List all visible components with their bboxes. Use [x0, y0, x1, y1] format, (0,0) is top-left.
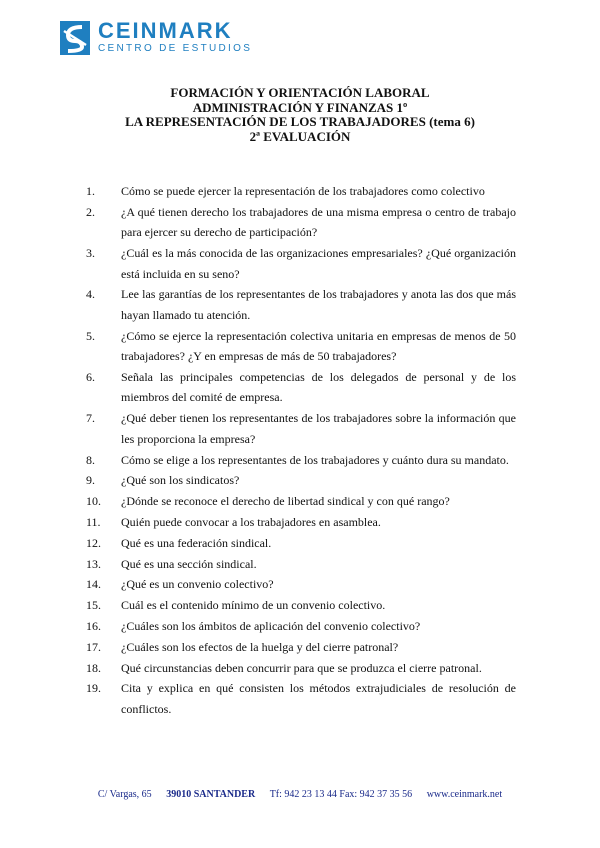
question-item: [86, 574, 516, 595]
question-item: [86, 554, 516, 575]
heading-evaluation: 2ª EVALUACIÓN: [249, 128, 351, 144]
question-number: 9.: [86, 473, 95, 488]
question-number: 12.: [86, 535, 101, 550]
question-text: Lee las garantías de los representantes de los trabajadores y anota las dos que más hayan llamado tu atención.: [121, 287, 516, 322]
company-logo: [60, 20, 252, 55]
question-number: 4.: [86, 287, 95, 302]
question-number: 8.: [86, 452, 95, 467]
question-text: ¿Qué deber tienen los representantes de los trabajadores sobre la información que les proporciona la empresa?: [121, 411, 516, 446]
brand-name: CEINMARK: [98, 18, 233, 43]
footer-phones: Tf: 942 23 13 44 Fax: 942 37 35 56: [269, 789, 413, 800]
question-text: Señala las principales competencias de los delegados de personal y de los miembros del comité de empresa.: [121, 369, 516, 405]
question-text: ¿Cómo se ejerce la representación colectiva unitaria en empresas de menos de 50 trabajadores? ¿Y en empresas de más de 50 trabajadores?: [121, 328, 516, 364]
question-item: [86, 367, 516, 408]
question-item: [86, 678, 516, 719]
question-text: Qué circunstancias deben concurrir para que se produzca el cierre patronal.: [121, 660, 482, 675]
question-number: 16.: [86, 618, 101, 633]
footer-address: C/ Vargas, 65: [97, 789, 152, 800]
question-text: Cita y explica en qué consisten los métodos extrajudiciales de resolución de conflictos.: [121, 681, 516, 716]
question-item: [86, 284, 516, 325]
page-footer: [0, 789, 600, 800]
question-number: 6.: [86, 369, 95, 384]
question-number: 14.: [86, 577, 101, 592]
question-item: [86, 326, 516, 367]
question-item: [86, 616, 516, 637]
question-item: [86, 637, 516, 658]
question-text: Qué es una sección sindical.: [121, 556, 257, 571]
question-number: 5.: [86, 328, 95, 343]
footer-website: www.ceinmark.net: [426, 789, 503, 800]
question-number: 19.: [86, 681, 101, 696]
heading-subject: FORMACIÓN Y ORIENTACIÓN LABORAL: [170, 85, 430, 100]
question-number: 15.: [86, 598, 101, 613]
brand-subtitle: CENTRO DE ESTUDIOS: [98, 43, 253, 54]
question-item: [86, 658, 516, 679]
question-text: ¿Dónde se reconoce el derecho de libertad sindical y con qué rango?: [121, 494, 450, 509]
question-item: [86, 533, 516, 554]
question-number: 17.: [86, 639, 101, 654]
question-text: Quién puede convocar a los trabajadores en asamblea.: [121, 514, 381, 529]
question-number: 7.: [86, 411, 95, 426]
question-item: [86, 202, 516, 243]
question-text: Cuál es el contenido mínimo de un convenio colectivo.: [121, 598, 386, 613]
heading-topic: LA REPRESENTACIÓN DE LOS TRABAJADORES (tema 6): [125, 114, 475, 129]
question-number: 11.: [86, 514, 101, 529]
question-text: ¿Qué es un convenio colectivo?: [121, 577, 274, 592]
question-text: Qué es una federación sindical.: [121, 535, 272, 550]
question-item: [86, 408, 516, 449]
question-item: [86, 450, 516, 471]
question-number: 18.: [86, 660, 101, 675]
document-heading: [0, 86, 600, 144]
question-item: [86, 470, 516, 491]
question-number: 10.: [86, 494, 101, 509]
question-text: ¿Qué son los sindicatos?: [121, 473, 240, 488]
question-number: 2.: [86, 204, 95, 219]
question-text: ¿A qué tienen derecho los trabajadores de una misma empresa o centro de trabajo para ejercer su derecho de participación?: [121, 204, 516, 240]
question-item: [86, 595, 516, 616]
question-number: 13.: [86, 556, 101, 571]
question-text: ¿Cuáles son los efectos de la huelga y del cierre patronal?: [121, 639, 399, 654]
question-text: ¿Cuál es la más conocida de las organizaciones empresariales? ¿Qué organización está incluida en su seno?: [121, 246, 516, 281]
question-item: [86, 243, 516, 284]
question-number: 1.: [86, 184, 95, 198]
question-text: Cómo se elige a los representantes de los trabajadores y cuánto dura su mandato.: [121, 452, 509, 467]
heading-course: ADMINISTRACIÓN Y FINANZAS 1º: [192, 99, 408, 115]
question-item: [86, 512, 516, 533]
question-item: [86, 181, 516, 202]
ceinmark-logo-icon: [60, 21, 90, 55]
question-number: 3.: [86, 246, 95, 261]
footer-city: 39010 SANTANDER: [166, 789, 256, 800]
question-item: [86, 491, 516, 512]
question-list: [86, 181, 516, 720]
question-text: ¿Cuáles son los ámbitos de aplicación del convenio colectivo?: [121, 618, 421, 633]
question-text: Cómo se puede ejercer la representación de los trabajadores como colectivo: [121, 184, 485, 198]
